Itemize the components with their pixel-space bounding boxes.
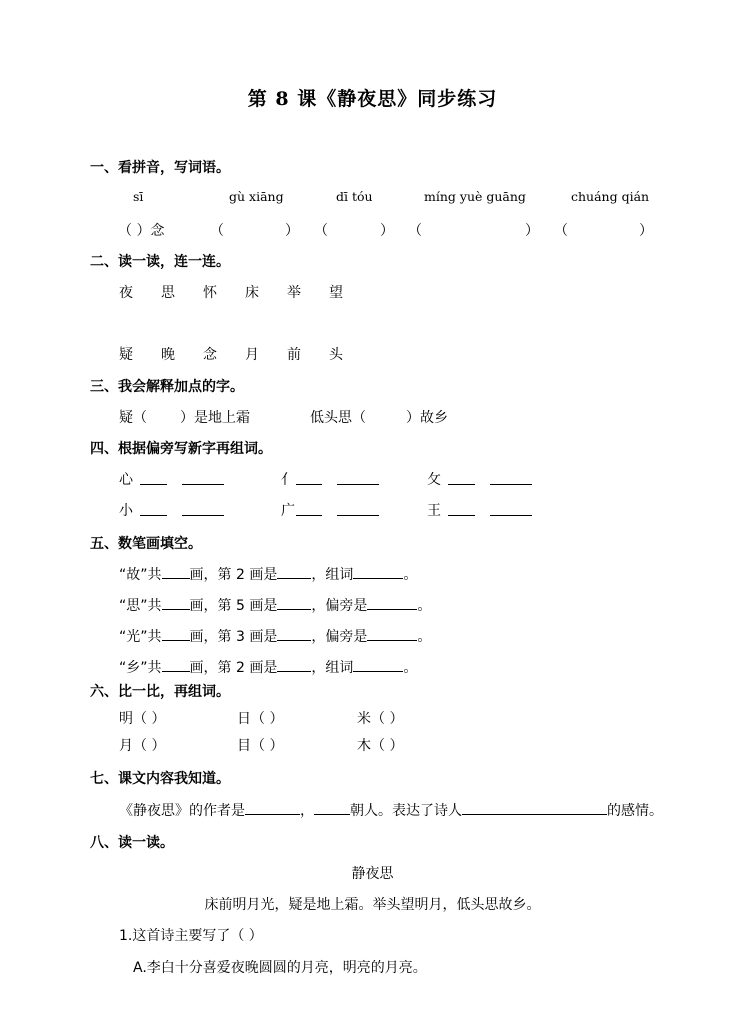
- stroke-row-text: “故”共: [119, 567, 162, 583]
- explain-1-start: 疑（: [119, 410, 147, 426]
- compare-item-2[interactable]: 日（ ）: [237, 711, 284, 727]
- stroke-row-text: ，偏旁是: [311, 598, 368, 614]
- stroke-count-blank[interactable]: [162, 626, 190, 641]
- radical-5: 广: [281, 503, 295, 519]
- answer-blank-1[interactable]: （ ）念: [118, 223, 165, 239]
- match-bottom-1[interactable]: 疑: [119, 347, 133, 363]
- match-top-6[interactable]: 望: [329, 285, 343, 301]
- stroke-blank[interactable]: [277, 564, 311, 579]
- radical-blank[interactable]: [367, 626, 417, 641]
- answer-blank-4-close: ）: [525, 223, 539, 239]
- radical-2-char-blank[interactable]: [296, 470, 322, 485]
- pinyin-1: sī: [133, 189, 144, 204]
- answer-blank-2-open[interactable]: （: [210, 223, 224, 239]
- pinyin-5: chuáng qián: [571, 189, 650, 204]
- compare-item-5[interactable]: 目（ ）: [237, 738, 284, 754]
- stroke-blank[interactable]: [277, 626, 311, 641]
- word-blank[interactable]: [353, 564, 403, 579]
- section-6-heading: 六、比一比，再组词。: [90, 684, 230, 700]
- radical-3: 攵: [427, 472, 441, 488]
- explain-1-end: ）是地上霜: [180, 410, 250, 426]
- dynasty-blank[interactable]: [314, 800, 350, 815]
- compare-item-1[interactable]: 明（ ）: [119, 711, 166, 727]
- radical-3-word-blank[interactable]: [490, 470, 532, 485]
- match-bottom-3[interactable]: 念: [203, 347, 217, 363]
- stroke-row-text: ，组词: [311, 660, 354, 676]
- section-5-heading: 五、数笔画填空。: [90, 536, 202, 552]
- fill-text: 《静夜思》的作者是: [119, 803, 245, 819]
- radical-6-word-blank[interactable]: [490, 501, 532, 516]
- poem-text: 床前明月光，疑是地上霜。举头望明月，低头思故乡。: [204, 897, 541, 913]
- stroke-row-text: ，偏旁是: [311, 629, 368, 645]
- match-top-2[interactable]: 思: [161, 285, 175, 301]
- compare-item-3[interactable]: 米（ ）: [357, 711, 404, 727]
- radical-3-char-blank[interactable]: [448, 470, 475, 485]
- stroke-row-2: [119, 595, 431, 615]
- section-3-heading: 三、我会解释加点的字。: [90, 379, 244, 395]
- answer-blank-5-open[interactable]: （: [554, 223, 568, 239]
- section-4-heading: 四、根据偏旁写新字再组词。: [90, 441, 272, 457]
- section-1-heading: 一、看拼音，写词语。: [90, 160, 230, 176]
- match-bottom-4[interactable]: 月: [245, 347, 259, 363]
- radical-1: 心: [119, 472, 133, 488]
- section-2-heading: 二、读一读，连一连。: [90, 254, 230, 270]
- stroke-blank[interactable]: [277, 595, 311, 610]
- stroke-row-3: [119, 626, 431, 646]
- stroke-row-text: 。: [403, 567, 418, 583]
- stroke-row-4: [119, 657, 417, 677]
- stroke-count-blank[interactable]: [162, 657, 190, 672]
- feeling-blank[interactable]: [462, 800, 607, 815]
- word-blank[interactable]: [353, 657, 403, 672]
- section-7-heading: 七、课文内容我知道。: [90, 771, 230, 787]
- stroke-row-text: “思”共: [119, 598, 162, 614]
- compare-item-6[interactable]: 木（ ）: [357, 738, 404, 754]
- radical-5-char-blank[interactable]: [296, 501, 322, 516]
- radical-2-word-blank[interactable]: [337, 470, 379, 485]
- answer-blank-5-close: ）: [639, 223, 653, 239]
- stroke-count-blank[interactable]: [162, 595, 190, 610]
- radical-6: 王: [427, 503, 441, 519]
- page-title: 第 8 课《静夜思》同步练习: [247, 88, 498, 110]
- stroke-row-text: 。: [403, 660, 418, 676]
- radical-4-word-blank[interactable]: [182, 501, 224, 516]
- explain-2-end: ）故乡: [406, 410, 448, 426]
- stroke-row-text: 画，第 5 画是: [189, 598, 278, 614]
- radical-6-char-blank[interactable]: [448, 501, 475, 516]
- stroke-row-text: ，组词: [311, 567, 354, 583]
- pinyin-2: gù xiāng: [229, 189, 284, 204]
- explain-2-start: 低头思（: [310, 410, 366, 426]
- stroke-row-text: 画，第 2 画是: [189, 567, 278, 583]
- match-bottom-5[interactable]: 前: [287, 347, 301, 363]
- answer-blank-2-close: ）: [285, 223, 299, 239]
- stroke-blank[interactable]: [277, 657, 311, 672]
- section-8-heading: 八、读一读。: [90, 835, 174, 851]
- compare-item-4[interactable]: 月（ ）: [119, 738, 166, 754]
- radical-1-word-blank[interactable]: [182, 470, 224, 485]
- answer-blank-3-open[interactable]: （: [314, 223, 328, 239]
- pinyin-3: dī tóu: [336, 189, 373, 204]
- pinyin-4: míng yuè guāng: [424, 189, 526, 204]
- match-bottom-2[interactable]: 晚: [161, 347, 175, 363]
- answer-blank-3-close: ）: [380, 223, 394, 239]
- poem-title: 静夜思: [351, 866, 394, 882]
- stroke-row-text: “光”共: [119, 629, 162, 645]
- radical-5-word-blank[interactable]: [337, 501, 379, 516]
- radical-1-char-blank[interactable]: [140, 470, 167, 485]
- stroke-row-text: “乡”共: [119, 660, 162, 676]
- fill-text: 的感情。: [607, 803, 663, 819]
- radical-4-char-blank[interactable]: [140, 501, 167, 516]
- match-bottom-6[interactable]: 头: [329, 347, 343, 363]
- content-fill-line: [119, 800, 663, 820]
- radical-blank[interactable]: [367, 595, 417, 610]
- fill-text: ，: [300, 803, 314, 819]
- match-top-3[interactable]: 怀: [203, 285, 217, 301]
- stroke-row-text: 。: [417, 629, 432, 645]
- match-top-4[interactable]: 床: [245, 285, 259, 301]
- author-blank[interactable]: [245, 800, 300, 815]
- question-1[interactable]: 1.这首诗主要写了（ ）: [119, 928, 263, 944]
- stroke-count-blank[interactable]: [162, 564, 190, 579]
- question-1-option-a[interactable]: A.李白十分喜爱夜晚圆圆的月亮，明亮的月亮。: [133, 960, 427, 976]
- stroke-row-text: 。: [417, 598, 432, 614]
- stroke-row-text: 画，第 2 画是: [189, 660, 278, 676]
- radical-2: 亻: [281, 472, 295, 488]
- stroke-row-text: 画，第 3 画是: [189, 629, 278, 645]
- radical-4: 小: [119, 503, 133, 519]
- fill-text: 朝人。表达了诗人: [350, 803, 462, 819]
- match-top-1[interactable]: 夜: [119, 285, 133, 301]
- answer-blank-4-open[interactable]: （: [408, 223, 422, 239]
- match-top-5[interactable]: 举: [287, 285, 301, 301]
- stroke-row-1: [119, 564, 417, 584]
